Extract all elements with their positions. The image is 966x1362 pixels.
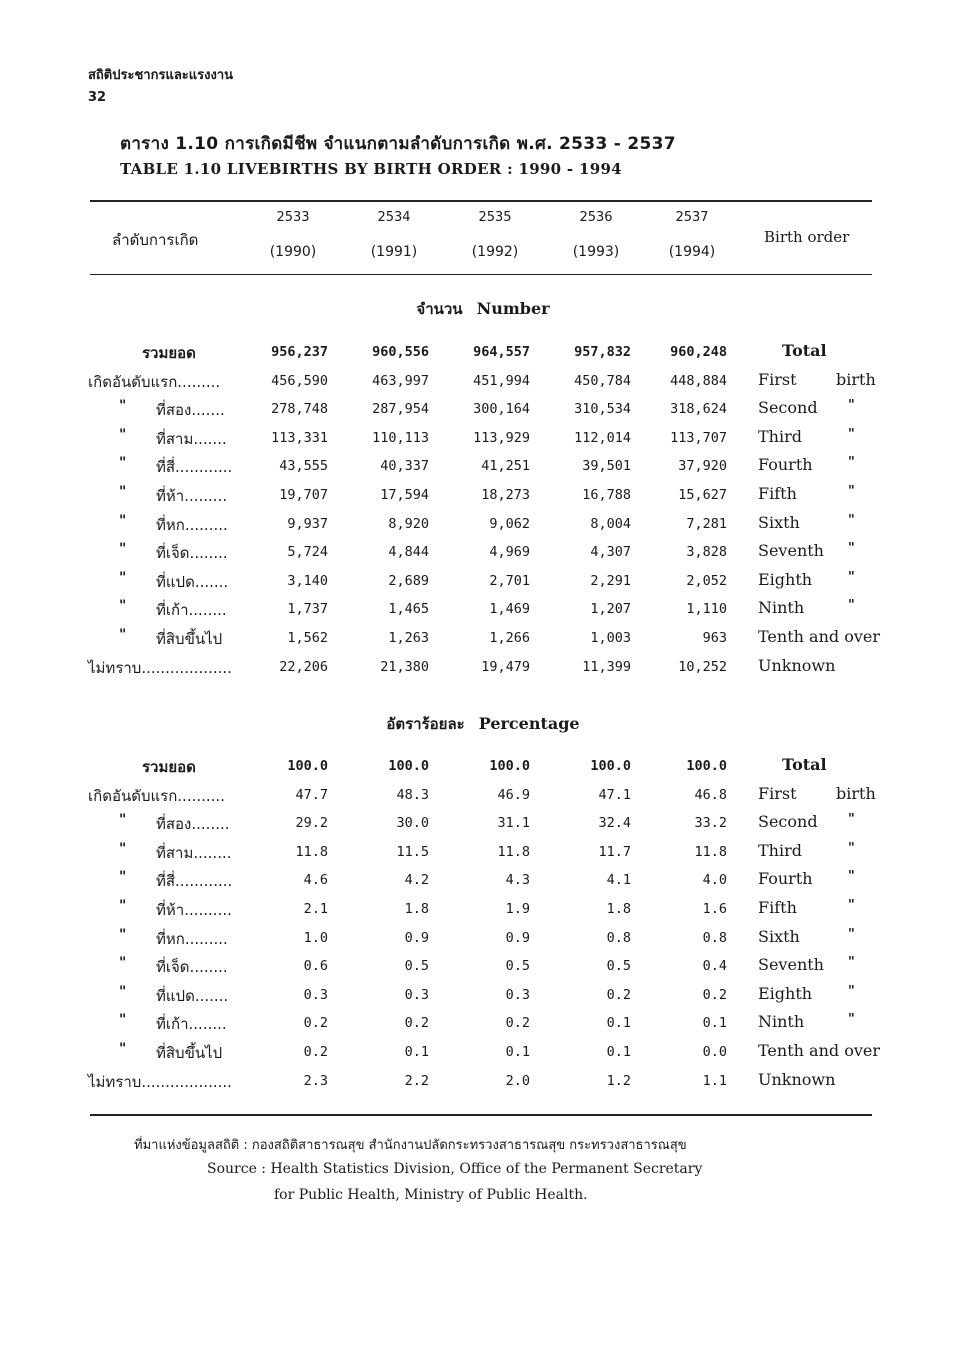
cell-value: 0.2 (505, 1015, 530, 1032)
row-label-thai: ที่สิบขึ้นไป (156, 630, 223, 648)
cell-value: 1.6 (702, 901, 727, 917)
row-label-english: Seventh (758, 955, 824, 975)
ditto-mark: " (848, 455, 855, 471)
ditto-mark: " (119, 598, 127, 615)
cell-value: 0.1 (702, 1015, 727, 1032)
table-row (0, 927, 966, 955)
cell-value: 32.4 (598, 815, 631, 832)
row-label-english: Ninth (758, 598, 805, 618)
row-label-thai: เกิดอันดับแรก.......... (88, 786, 225, 805)
table-row (0, 513, 966, 541)
table-row (0, 812, 966, 840)
cell-value: 113,929 (473, 429, 530, 446)
cell-value: 11.5 (396, 843, 429, 860)
ditto-mark: " (119, 898, 127, 914)
cell-value: 960,556 (372, 344, 429, 360)
cell-value: 110,113 (372, 429, 429, 446)
ditto-mark: " (119, 869, 127, 886)
year-header-be: 2537 (675, 210, 709, 225)
row-label-thai: ที่ห้า......... (156, 487, 228, 505)
ditto-mark: " (848, 598, 855, 614)
cell-value: 10,252 (678, 658, 727, 675)
cell-value: 47.1 (598, 786, 631, 803)
cell-value: 300,164 (473, 401, 530, 418)
cell-value: 15,627 (678, 487, 727, 503)
cell-value: 450,784 (574, 372, 631, 389)
cell-value: 1,562 (287, 630, 328, 646)
cell-value: 1.8 (606, 901, 631, 917)
year-header-be: 2535 (478, 210, 512, 225)
row-label-thai: ไม่ทราบ................... (88, 1072, 232, 1091)
cell-value: 17,594 (380, 487, 429, 503)
row-label-english: Eighth (758, 983, 813, 1003)
row-label-english: Second (758, 398, 818, 418)
cell-value: 9,062 (489, 515, 530, 532)
cell-value: 451,994 (473, 372, 530, 389)
row-label-english: Total (782, 755, 827, 774)
row-label-english: Fifth (758, 898, 797, 917)
table-row (0, 784, 966, 812)
cell-value: 960,248 (670, 344, 727, 360)
source-english-line1: Source : Health Statistics Division, Office of the Permanent Secretary (207, 1161, 703, 1177)
ditto-mark: " (119, 541, 127, 558)
ditto-mark: " (848, 1012, 855, 1028)
ditto-mark: " (119, 812, 127, 829)
ditto-mark: " (848, 569, 855, 585)
column-header-thai: ลำดับการเกิด (112, 231, 199, 249)
cell-value: 11.8 (295, 843, 328, 860)
row-label-thai: ที่แปด....... (156, 986, 229, 1005)
cell-value: 2,291 (590, 572, 631, 589)
table-row (0, 427, 966, 455)
ditto-mark: " (119, 926, 127, 943)
row-label-thai: ไม่ทราบ................... (88, 658, 232, 677)
ditto-mark: " (848, 983, 855, 999)
cell-value: 1,469 (489, 601, 530, 618)
table-row (0, 484, 966, 512)
number-section-title-thai: จำนวน (416, 300, 463, 318)
row-label-english: Sixth (758, 512, 800, 532)
table-row (0, 869, 966, 897)
cell-value: 2.1 (303, 901, 328, 917)
row-label-english: Eighth (758, 569, 813, 589)
cell-value: 0.3 (505, 986, 530, 1003)
cell-value: 9,937 (287, 515, 328, 532)
source-english-line2: for Public Health, Ministry of Public Health. (274, 1187, 588, 1203)
number-section-title-english: Number (476, 299, 550, 318)
year-header-ce: (1993) (572, 244, 620, 260)
cell-value: 113,331 (271, 429, 328, 446)
cell-value: 0.8 (702, 929, 727, 946)
year-header-be: 2533 (276, 210, 310, 225)
row-label-thai: ที่สี่............ (156, 458, 233, 477)
table-row (0, 984, 966, 1012)
row-label-thai: ที่สาม........ (156, 843, 232, 862)
row-label-thai: เกิดอันดับแรก......... (88, 372, 221, 391)
cell-value: 4.1 (606, 872, 631, 889)
cell-value: 957,832 (574, 344, 631, 360)
table-row (0, 1070, 966, 1098)
cell-value: 11.8 (694, 843, 727, 860)
cell-value: 4,307 (590, 544, 631, 561)
cell-value: 46.9 (497, 786, 530, 803)
series-title: สถิติประชากรและแรงงาน (88, 68, 234, 83)
ditto-mark: " (848, 869, 855, 885)
cell-value: 19,707 (279, 487, 328, 503)
cell-value: 0.9 (404, 929, 429, 946)
row-label-thai: รวมยอด (142, 344, 196, 362)
table-row (0, 370, 966, 398)
row-label-thai: ที่สาม....... (156, 429, 227, 448)
cell-value: 2.0 (505, 1072, 530, 1089)
cell-value: 4.6 (303, 872, 328, 889)
year-header-ce: (1991) (370, 244, 418, 260)
cell-value: 4.2 (404, 872, 429, 889)
table-row (0, 627, 966, 655)
cell-value: 0.1 (606, 1015, 631, 1032)
cell-value: 1,110 (686, 601, 727, 618)
cell-value: 0.5 (505, 958, 530, 975)
table-row (0, 898, 966, 926)
cell-value: 1,737 (287, 601, 328, 618)
cell-value: 2,701 (489, 572, 530, 589)
ditto-mark: " (848, 512, 855, 528)
cell-value: 33.2 (694, 815, 727, 832)
cell-value: 113,707 (670, 429, 727, 446)
cell-value: 48.3 (396, 786, 429, 803)
cell-value: 1,263 (388, 630, 429, 646)
row-label-thai: ที่เก้า........ (156, 601, 227, 620)
table-row (0, 841, 966, 869)
year-header-be: 2536 (579, 210, 613, 225)
row-label-thai: ที่แปด....... (156, 572, 229, 591)
year-header-be: 2534 (377, 210, 411, 225)
table-row (0, 1012, 966, 1040)
cell-value: 0.2 (303, 1015, 328, 1032)
cell-value: 0.5 (606, 958, 631, 975)
row-label-english: Total (782, 341, 827, 360)
column-header-english: Birth order (764, 228, 850, 246)
cell-value: 963 (702, 630, 727, 646)
cell-value: 100.0 (388, 758, 429, 774)
ditto-mark: " (119, 627, 127, 643)
cell-value: 4,844 (388, 544, 429, 561)
row-label-thai: ที่หก......... (156, 929, 228, 948)
row-label-english: Third (758, 426, 802, 446)
cell-value: 43,555 (279, 458, 328, 475)
cell-value: 100.0 (686, 758, 727, 774)
ditto-mark: " (848, 398, 855, 414)
row-label-english: Tenth and over (758, 627, 880, 646)
cell-value: 448,884 (670, 372, 727, 389)
cell-value: 1,465 (388, 601, 429, 618)
cell-value: 1,003 (590, 630, 631, 646)
ditto-mark: " (119, 426, 127, 443)
top-rule (90, 200, 872, 202)
cell-value: 11,399 (582, 658, 631, 675)
cell-value: 0.8 (606, 929, 631, 946)
cell-value: 287,954 (372, 401, 429, 418)
cell-value: 30.0 (396, 815, 429, 832)
row-label-english: Second (758, 812, 818, 832)
ditto-mark: " (848, 955, 855, 971)
row-label-thai: ที่สอง....... (156, 401, 225, 420)
percentage-section-title-thai: อัตราร้อยละ (386, 715, 465, 733)
cell-value: 1,266 (489, 630, 530, 646)
table-row (0, 755, 966, 783)
cell-value: 1,207 (590, 601, 631, 618)
cell-value: 46.8 (694, 786, 727, 803)
ditto-mark: " (119, 955, 127, 972)
row-label-thai: ที่สอง........ (156, 815, 230, 834)
ditto-mark: " (119, 1041, 127, 1057)
cell-value: 8,004 (590, 515, 631, 532)
ditto-mark: " (119, 398, 127, 415)
cell-value: 956,237 (271, 344, 328, 360)
cell-value: 1.2 (606, 1072, 631, 1089)
cell-value: 2,689 (388, 572, 429, 589)
cell-value: 1.9 (505, 901, 530, 917)
table-row (0, 541, 966, 569)
year-header-ce: (1992) (471, 244, 519, 260)
cell-value: 0.5 (404, 958, 429, 975)
ditto-mark: " (848, 484, 855, 499)
row-label-thai: ที่เจ็ด........ (156, 544, 228, 563)
cell-value: 5,724 (287, 544, 328, 561)
cell-value: 318,624 (670, 401, 727, 418)
ditto-mark: " (119, 1012, 127, 1029)
row-label-thai: ที่ห้า.......... (156, 901, 232, 919)
cell-value: 0.1 (404, 1044, 429, 1060)
row-label-english: Unknown (758, 1069, 836, 1089)
header-rule (90, 274, 872, 275)
cell-value: 3,828 (686, 544, 727, 561)
row-label-english: Fourth (758, 869, 813, 889)
year-header-ce: (1990) (269, 244, 317, 260)
cell-value: 37,920 (678, 458, 727, 475)
cell-value: 112,014 (574, 429, 631, 446)
table-row (0, 656, 966, 684)
ditto-mark: " (119, 983, 127, 1000)
cell-value: 41,251 (481, 458, 530, 475)
table-row (0, 570, 966, 598)
cell-value: 31.1 (497, 815, 530, 832)
table-row (0, 455, 966, 483)
row-label-thai: ที่เก้า........ (156, 1015, 227, 1034)
row-label-english: Sixth (758, 926, 800, 946)
cell-value: 21,380 (380, 658, 429, 675)
cell-value: 0.4 (702, 958, 727, 975)
cell-value: 22,206 (279, 658, 328, 675)
cell-value: 0.6 (303, 958, 328, 975)
cell-value: 964,557 (473, 344, 530, 360)
cell-value: 0.3 (303, 986, 328, 1003)
row-label-english: Unknown (758, 655, 836, 675)
cell-value: 11.8 (497, 843, 530, 860)
cell-value: 29.2 (295, 815, 328, 832)
ditto-mark: " (848, 926, 855, 942)
cell-value: 40,337 (380, 458, 429, 475)
row-label-english: Ninth (758, 1012, 805, 1032)
ditto-mark: " (119, 484, 127, 500)
row-label-english: First (758, 783, 797, 803)
cell-value: 463,997 (372, 372, 429, 389)
ditto-mark: " (848, 426, 855, 442)
number-section-title (0, 297, 966, 321)
row-label-english: Fifth (758, 484, 797, 503)
row-label-thai: ที่เจ็ด........ (156, 958, 228, 977)
table-row (0, 1041, 966, 1069)
cell-value: 19,479 (481, 658, 530, 675)
cell-value: 4.0 (702, 872, 727, 889)
row-label-english: First (758, 369, 797, 389)
ditto-mark: " (119, 455, 127, 472)
ditto-mark: " (119, 512, 127, 529)
cell-value: 39,501 (582, 458, 631, 475)
cell-value: 0.1 (606, 1044, 631, 1060)
row-label-english-suffix: birth (836, 783, 876, 803)
row-label-english-suffix: birth (836, 369, 876, 389)
cell-value: 1.0 (303, 929, 328, 946)
source-thai: ที่มาแห่งข้อมูลสถิติ : กองสถิติสาธารณสุข สำนักงานปลัดกระทรวงสาธารณสุข กระทรวงสาธารณสุข (134, 1138, 687, 1153)
table-row (0, 341, 966, 369)
page-number: 32 (88, 90, 107, 105)
row-label-thai: ที่สิบขึ้นไป (156, 1044, 223, 1062)
cell-value: 8,920 (388, 515, 429, 532)
cell-value: 1.8 (404, 901, 429, 917)
ditto-mark: " (119, 840, 127, 857)
cell-value: 0.3 (404, 986, 429, 1003)
table-row (0, 955, 966, 983)
cell-value: 47.7 (295, 786, 328, 803)
row-label-english: Tenth and over (758, 1041, 880, 1060)
cell-value: 3,140 (287, 572, 328, 589)
cell-value: 278,748 (271, 401, 328, 418)
cell-value: 0.2 (303, 1044, 328, 1060)
table-title-thai: ตาราง 1.10 การเกิดมีชีพ จำแนกตามลำดับการเกิด พ.ศ. 2533 - 2537 (120, 134, 676, 154)
cell-value: 456,590 (271, 372, 328, 389)
ditto-mark: " (848, 898, 855, 913)
cell-value: 2,052 (686, 572, 727, 589)
cell-value: 4.3 (505, 872, 530, 889)
cell-value: 100.0 (590, 758, 631, 774)
cell-value: 16,788 (582, 487, 631, 503)
cell-value: 0.2 (404, 1015, 429, 1032)
cell-value: 0.2 (606, 986, 631, 1003)
table-row (0, 398, 966, 426)
cell-value: 7,281 (686, 515, 727, 532)
ditto-mark: " (119, 569, 127, 586)
row-label-thai: ที่หก......... (156, 515, 228, 534)
row-label-thai: รวมยอด (142, 758, 196, 776)
cell-value: 4,969 (489, 544, 530, 561)
cell-value: 2.2 (404, 1072, 429, 1089)
row-label-english: Third (758, 840, 802, 860)
cell-value: 100.0 (489, 758, 530, 774)
bottom-rule (90, 1114, 872, 1116)
ditto-mark: " (848, 541, 855, 557)
row-label-english: Seventh (758, 541, 824, 561)
row-label-thai: ที่สี่............ (156, 872, 233, 891)
cell-value: 0.0 (702, 1044, 727, 1060)
cell-value: 2.3 (303, 1072, 328, 1089)
table-title-english: TABLE 1.10 LIVEBIRTHS BY BIRTH ORDER : 1990 - 1994 (120, 160, 622, 178)
ditto-mark: " (848, 840, 855, 856)
cell-value: 100.0 (287, 758, 328, 774)
row-label-english: Fourth (758, 455, 813, 475)
cell-value: 0.1 (505, 1044, 530, 1060)
percentage-section-title-english: Percentage (478, 714, 580, 733)
percentage-section-title (0, 712, 966, 736)
cell-value: 11.7 (598, 843, 631, 860)
ditto-mark: " (848, 812, 855, 828)
cell-value: 310,534 (574, 401, 631, 418)
year-header-ce: (1994) (668, 244, 716, 260)
cell-value: 0.2 (702, 986, 727, 1003)
cell-value: 18,273 (481, 487, 530, 503)
cell-value: 0.9 (505, 929, 530, 946)
cell-value: 1.1 (702, 1072, 727, 1089)
table-row (0, 598, 966, 626)
